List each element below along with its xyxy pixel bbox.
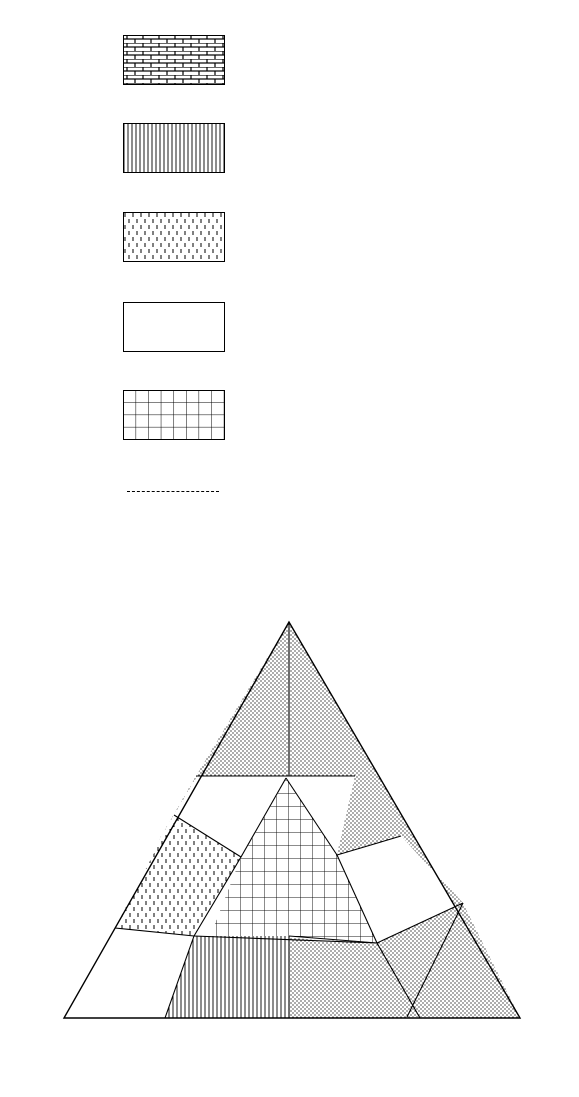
outcrop-swatch (123, 35, 225, 85)
legend-item-clayey-sand (0, 212, 579, 272)
sand-swatch (123, 302, 225, 352)
legend-item-sand (0, 302, 579, 362)
legend-item-silty-sand (0, 123, 579, 183)
sand-silt-clay-swatch (123, 390, 225, 440)
legend-item-outcrop (0, 35, 579, 95)
clayey-sand-swatch (123, 212, 225, 262)
ternary-diagram (0, 560, 579, 1097)
dashed-line-swatch (127, 491, 219, 492)
silty-sand-swatch (123, 123, 225, 173)
legend-item-sand-silt-clay (0, 390, 579, 450)
